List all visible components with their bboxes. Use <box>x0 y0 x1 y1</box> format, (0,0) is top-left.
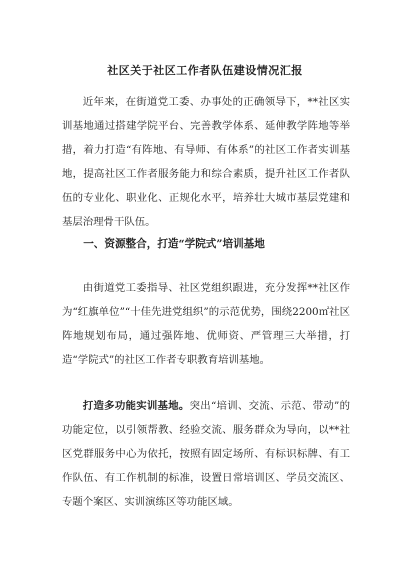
section2-body-text: 突出“培训、交流、示范、带动”的功能定位，以引领帮教、经验交流、服务群众为导向，以**社区党群服务中心为依托，按照有固定场所、有标识标牌、有工作队伍、有工作机制的标准，设置日常培训区、学员交流区、专题个案区、实训演练区等功能区域。 <box>62 400 351 508</box>
section-heading-resource-integration: 一、资源整合，打造“学院式”培训基地 <box>83 238 265 250</box>
section2-paragraph <box>62 394 350 514</box>
document-title: 社区关于社区工作者队伍建设情况汇报 <box>107 64 303 77</box>
section1-paragraph: 由街道党工委指导、社区党组织跟进，充分发挥**社区作为“红旗单位”“十佳先进党组织”的示范优势，围绕2200㎡社区阵地规划布局，通过强阵地、优师资、严管理三大举措，打造“学院式”的社区工作者专职教育培训基地。 <box>62 282 350 366</box>
intro-paragraph: 近年来，在街道党工委、办事处的正确领导下，**社区实训基地通过搭建学院平台、完善教学体系、延伸教学阵地等举措，着力打造“有阵地、有导师、有体系”的社区工作者实训基地，提高社区工作者服务能力和综合素质，提升社区工作者队伍的专业化、职业化、正规化水平，培养壮大城市基层党建和基层治理骨干队伍。 <box>62 96 350 228</box>
section2-lead-text: 打造多功能实训基地。 <box>82 400 190 412</box>
